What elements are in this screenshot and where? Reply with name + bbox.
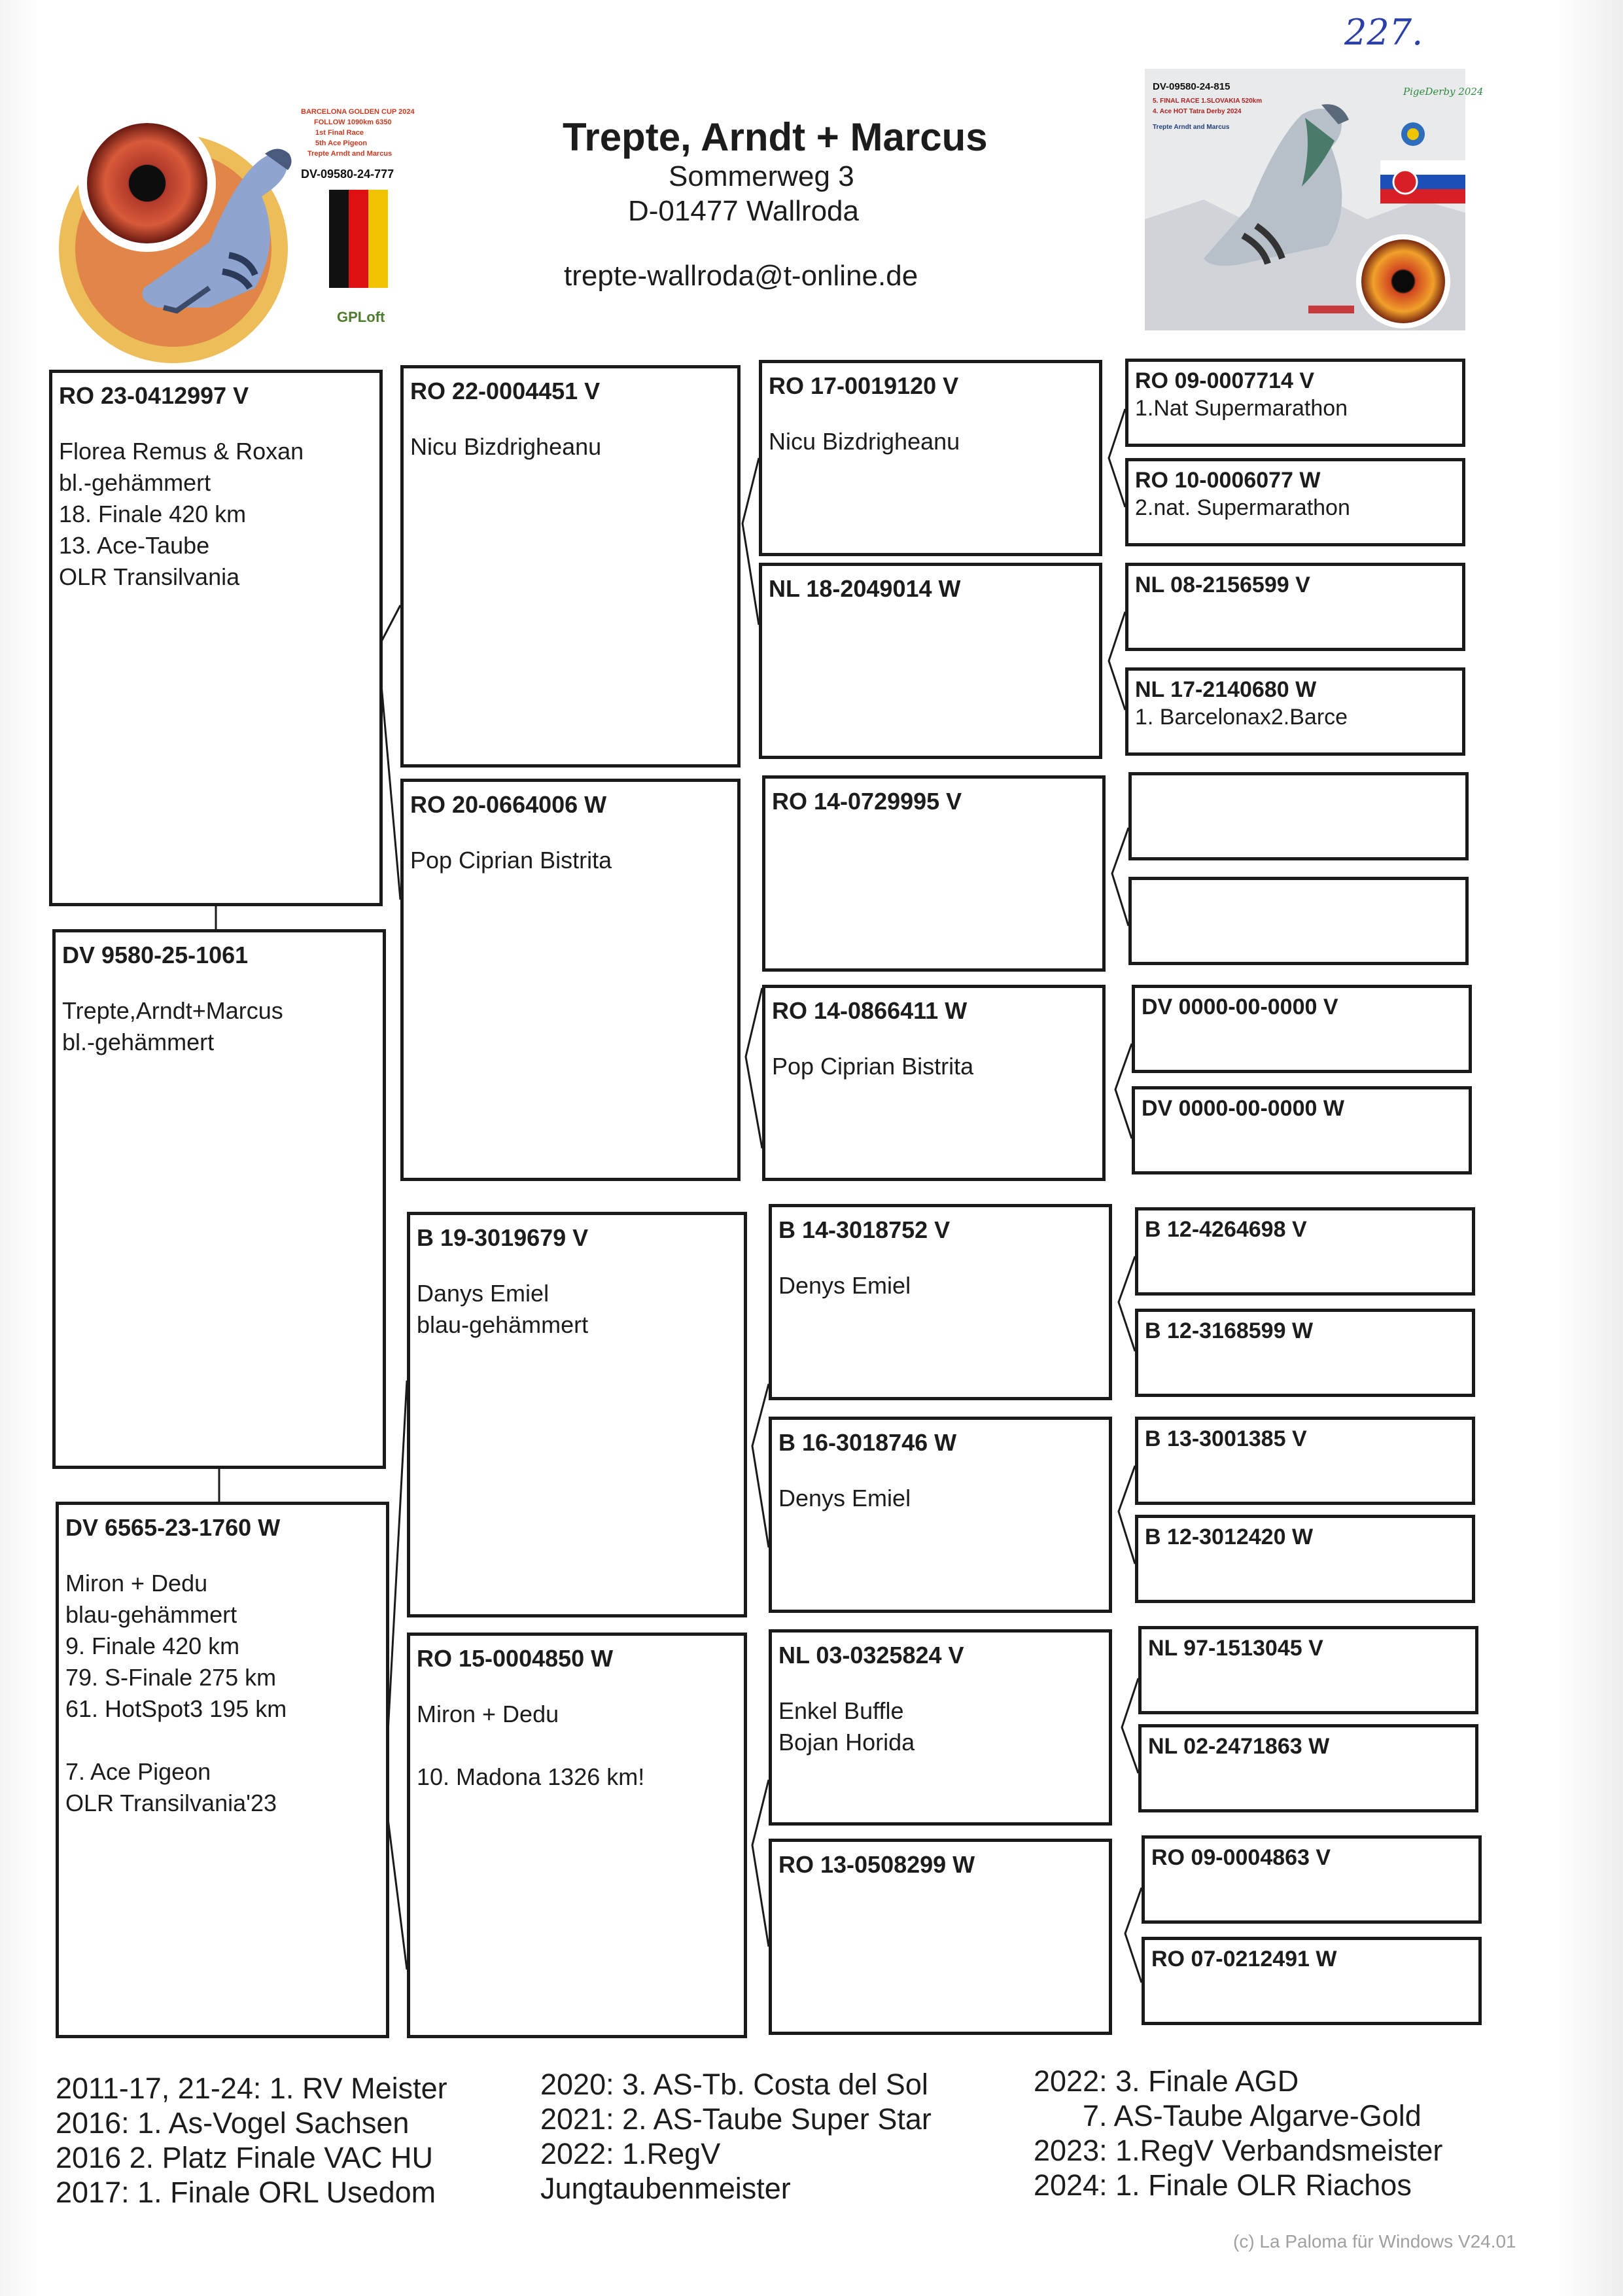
pigeon-info-line: bl.-gehämmert [62,1029,215,1055]
software-copyright: (c) La Paloma für Windows V24.01 [1233,2231,1516,2252]
svg-text:GPLoft: GPLoft [337,309,385,325]
pigeon-info-line: blau-gehämmert [65,1601,237,1628]
svg-text:Trepte Arndt and Marcus: Trepte Arndt and Marcus [307,150,393,158]
breeder-name: Trepte, Arndt + Marcus [563,115,988,159]
gen3-pigeon-box [762,985,1106,1181]
ring-number: NL 18-2049014 W [769,575,961,602]
ring-number: RO 10-0006077 W [1135,468,1321,493]
svg-text:Trepte Arndt and Marcus: Trepte Arndt and Marcus [1153,124,1230,131]
ring-number: RO 20-0664006 W [410,791,607,818]
pigeon-info-line: 61. HotSpot3 195 km [65,1695,287,1722]
gen4-pigeon-box [1138,1724,1478,1812]
gen1-pigeon-box [56,1502,389,2038]
svg-text:5. FINAL RACE 1.SLOVAKIA 520km: 5. FINAL RACE 1.SLOVAKIA 520km [1153,97,1263,105]
gen4-pigeon-box [1135,1309,1475,1397]
svg-text:DV-09580-24-815: DV-09580-24-815 [1153,81,1230,92]
gen2-pigeon-box [407,1633,747,2038]
ring-number: RO 23-0412997 V [59,382,249,409]
footer-col2-line: Jungtaubenmeister [540,2172,791,2205]
gen3-pigeon-box [759,563,1102,759]
pigeon-info-line: Bojan Horida [778,1729,915,1756]
pigeon-info-line: 9. Finale 420 km [65,1633,240,1659]
gen4-pigeon-box [1135,1417,1475,1505]
ring-number: RO 17-0019120 V [769,372,959,399]
pigeon-info-line: 7. Ace Pigeon [65,1758,211,1785]
ring-number: NL 08-2156599 V [1135,573,1310,597]
spacer [59,1542,386,1568]
svg-text:PigeDerby 2024: PigeDerby 2024 [1403,86,1484,97]
footer-col1-line: 2016 2. Platz Finale VAC HU [56,2141,433,2174]
spacer [410,1252,744,1278]
pigeon-info-line: OLR Transilvania'23 [65,1790,277,1816]
gen1-pigeon-box [52,929,386,1469]
footer-col3-line: 2022: 3. Finale AGD [1034,2064,1299,2098]
gen3-pigeon-box [762,775,1106,972]
pigeon-info-line: 1. Barcelonax2.Barce [1135,705,1348,730]
gen3-pigeon-box [769,1839,1112,2035]
gen3-pigeon-box [769,1417,1112,1613]
ring-number: NL 97-1513045 V [1148,1636,1323,1661]
ring-number: NL 02-2471863 W [1148,1734,1330,1759]
svg-text:4. Ace HOT Tatra Derby 2024: 4. Ace HOT Tatra Derby 2024 [1153,108,1242,115]
pigeon-info-line: Denys Emiel [778,1485,911,1511]
ring-number: RO 13-0508299 W [778,1851,975,1878]
pigeon-info-line: Pop Ciprian Bistrita [772,1053,974,1080]
gen3-pigeon-box [759,360,1102,556]
ring-number: DV 6565-23-1760 W [65,1514,281,1541]
gen4-pigeon-box [1132,985,1472,1073]
ring-number: B 12-3168599 W [1145,1318,1314,1343]
footer-col1-line: 2017: 1. Finale ORL Usedom [56,2176,436,2209]
svg-text:5th Ace Pigeon: 5th Ace Pigeon [315,139,368,147]
ring-number: RO 15-0004850 W [417,1645,614,1672]
spacer [772,1457,1109,1483]
ring-number: RO 09-0007714 V [1135,368,1315,393]
ring-number: B 12-4264698 V [1145,1217,1307,1242]
gen2-pigeon-box [407,1212,747,1617]
pigeon-info-line: bl.-gehämmert [59,469,211,496]
ring-number: RO 22-0004451 V [410,378,601,404]
spacer [410,1672,744,1699]
gen4-pigeon-box [1142,1835,1482,1924]
pigeon-info-line: Pop Ciprian Bistrita [410,847,612,874]
gen4-pigeon-box [1142,1937,1482,2025]
ring-number: B 16-3018746 W [778,1429,957,1456]
gen4-pigeon-box [1135,1515,1475,1603]
pigeon-info-line [65,1725,386,1756]
gen4-pigeon-box [1125,563,1465,651]
gen2-pigeon-box [400,365,741,768]
footer-col2-line: 2020: 3. AS-Tb. Costa del Sol [540,2068,928,2101]
spacer [52,410,379,436]
spacer [765,1025,1102,1051]
gen4-pigeon-box [1125,458,1465,546]
spacer [772,1244,1109,1270]
pigeon-info-line: 1.Nat Supermarathon [1135,396,1348,421]
pigeon-info-line: Denys Emiel [778,1272,911,1299]
spacer [56,969,383,995]
pigeon-info-line: Danys Emiel [417,1280,550,1307]
footer-col1-line: 2016: 1. As-Vogel Sachsen [56,2106,410,2140]
handwritten-note: 227. [1344,12,1423,53]
spacer [762,400,1099,426]
ring-number: B 19-3019679 V [417,1224,589,1251]
svg-text:DV-09580-24-777: DV-09580-24-777 [301,168,394,181]
pigeon-info-line: Trepte,Arndt+Marcus [62,997,283,1024]
ring-number: DV 0000-00-0000 W [1142,1096,1344,1121]
breeder-city: D-01477 Wallroda [628,195,859,227]
pigeon-info-line: Enkel Buffle [778,1697,904,1724]
gen4-pigeon-box [1128,772,1469,860]
footer-col3-line: 2024: 1. Finale OLR Riachos [1034,2168,1412,2202]
gen2-pigeon-box [400,779,741,1181]
svg-text:BARCELONA GOLDEN CUP 2024: BARCELONA GOLDEN CUP 2024 [301,108,415,116]
ring-number: NL 03-0325824 V [778,1642,964,1669]
gen4-pigeon-box [1125,667,1465,756]
ring-number: RO 07-0212491 W [1151,1947,1337,1971]
footer-col3-line: 7. AS-Taube Algarve-Gold [1034,2099,1422,2132]
ring-number: B 13-3001385 V [1145,1426,1307,1451]
pigeon-info-line: 13. Ace-Taube [59,532,210,559]
ring-number: RO 14-0729995 V [772,788,962,815]
gen4-pigeon-box [1132,1086,1472,1174]
pigeon-info-line: Miron + Dedu [417,1701,559,1727]
pigeon-info-line: 18. Finale 420 km [59,501,247,527]
pigeon-info-line [417,1730,744,1761]
pigeon-info-line: Nicu Bizdrigheanu [769,428,960,455]
breeder-email: trepte-wallroda@t-online.de [564,260,918,292]
pigeon-info-line: blau-gehämmert [417,1311,589,1338]
svg-text:1st Final Race: 1st Final Race [315,129,364,137]
ring-number: DV 9580-25-1061 [62,942,249,968]
breeder-street: Sommerweg 3 [669,160,854,192]
pigeon-info-line: 2.nat. Supermarathon [1135,495,1350,520]
pigeon-info-line: 79. S-Finale 275 km [65,1664,277,1691]
spacer [404,819,737,845]
footer-col2-line: 2022: 1.RegV [540,2137,721,2170]
spacer [772,1669,1109,1695]
footer-col3-line: 2023: 1.RegV Verbandsmeister [1034,2134,1443,2167]
pigeon-info-line: OLR Transilvania [59,563,240,590]
svg-text:FOLLOW 1090km 6350: FOLLOW 1090km 6350 [314,118,392,126]
pigeon-info-line: 10. Madona 1326 km! [417,1763,645,1790]
gen1-pigeon-box [49,370,383,906]
ring-number: RO 14-0866411 W [772,997,968,1024]
gen4-pigeon-box [1125,359,1465,447]
gen3-pigeon-box [769,1204,1112,1400]
spacer [404,405,737,431]
ring-number: DV 0000-00-0000 V [1142,995,1338,1019]
pigeon-info-line: Nicu Bizdrigheanu [410,433,602,460]
gen4-pigeon-box [1128,877,1469,965]
ring-number: RO 09-0004863 V [1151,1845,1331,1870]
gen3-pigeon-box [769,1629,1112,1826]
gen4-pigeon-box [1138,1626,1478,1714]
footer-col1-line: 2011-17, 21-24: 1. RV Meister [56,2072,447,2105]
ring-number: B 14-3018752 V [778,1216,951,1243]
ring-number: NL 17-2140680 W [1135,677,1317,702]
ring-number: B 12-3012420 W [1145,1525,1314,1549]
gen4-pigeon-box [1135,1207,1475,1296]
pigeon-info-line: Florea Remus & Roxan [59,438,304,465]
footer-col2-line: 2021: 2. AS-Taube Super Star [540,2102,932,2136]
pigeon-info-line: Miron + Dedu [65,1570,208,1597]
